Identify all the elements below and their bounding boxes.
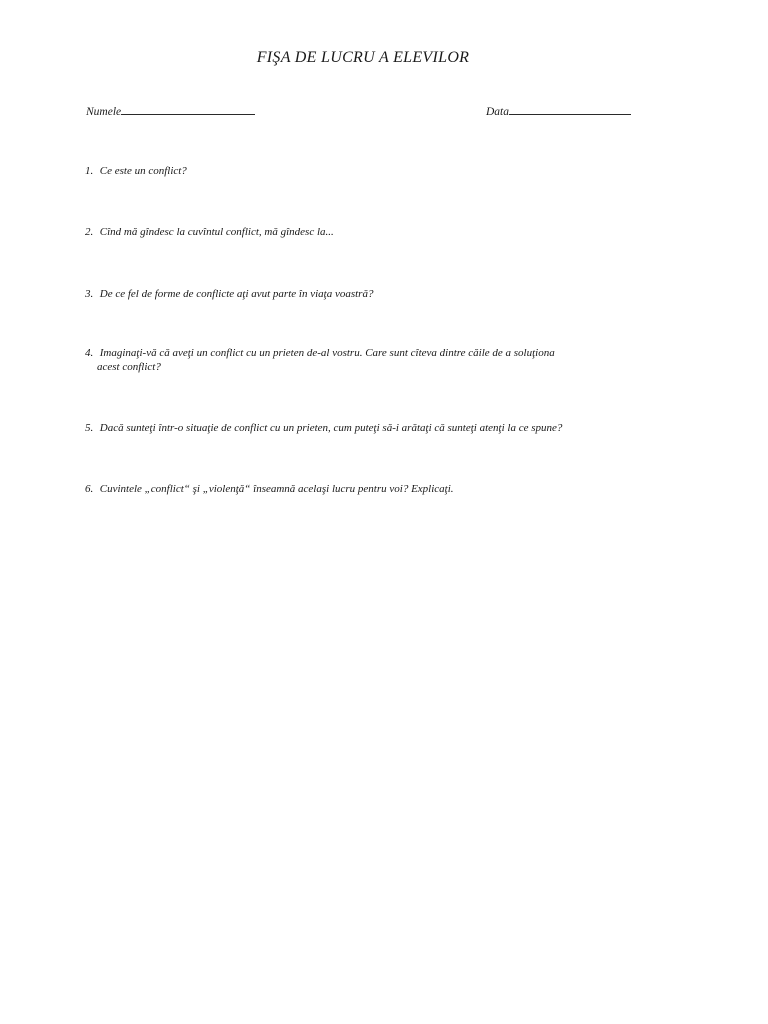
question-text: Imaginaţi-vă că aveţi un conflict cu un prieten de-al vostru. Care sunt cîteva dintre căile de a soluţiona bbox=[99, 347, 555, 359]
question-item bbox=[85, 346, 655, 374]
question-number: 2. bbox=[85, 226, 94, 238]
question-text: De ce fel de forme de conflicte aţi avut parte în viaţa voastră? bbox=[99, 288, 374, 300]
date-field bbox=[486, 104, 631, 118]
question-item bbox=[85, 482, 655, 496]
date-blank-line bbox=[509, 104, 631, 115]
worksheet-title: FIŞA DE LUCRU A ELEVILOR bbox=[256, 49, 470, 66]
question-item bbox=[85, 287, 655, 301]
question-text: Dacă sunteţi într-o situaţie de conflict cu un prieten, cum puteţi să-i arătaţi că sunteţi atenţi la ce spune? bbox=[99, 422, 563, 434]
name-blank-line bbox=[121, 104, 255, 115]
question-number: 6. bbox=[85, 483, 94, 495]
date-label: Data bbox=[486, 106, 509, 118]
question-number: 1. bbox=[85, 165, 94, 177]
question-number: 3. bbox=[85, 288, 94, 300]
name-label: Numele bbox=[86, 106, 122, 118]
question-number: 4. bbox=[85, 347, 94, 359]
question-text: Ce este un conflict? bbox=[99, 165, 187, 177]
question-text: Cuvintele „conflict“ şi „violenţă“ înseamnă acelaşi lucru pentru voi? Explicaţi. bbox=[99, 483, 454, 495]
question-item bbox=[85, 225, 655, 239]
name-field bbox=[86, 104, 255, 118]
question-item bbox=[85, 164, 655, 178]
question-text: Cînd mă gîndesc la cuvîntul conflict, mă gîndesc la... bbox=[99, 226, 334, 238]
question-number: 5. bbox=[85, 422, 94, 434]
question-text-continued: acest conflict? bbox=[97, 361, 161, 373]
question-item bbox=[85, 421, 655, 435]
